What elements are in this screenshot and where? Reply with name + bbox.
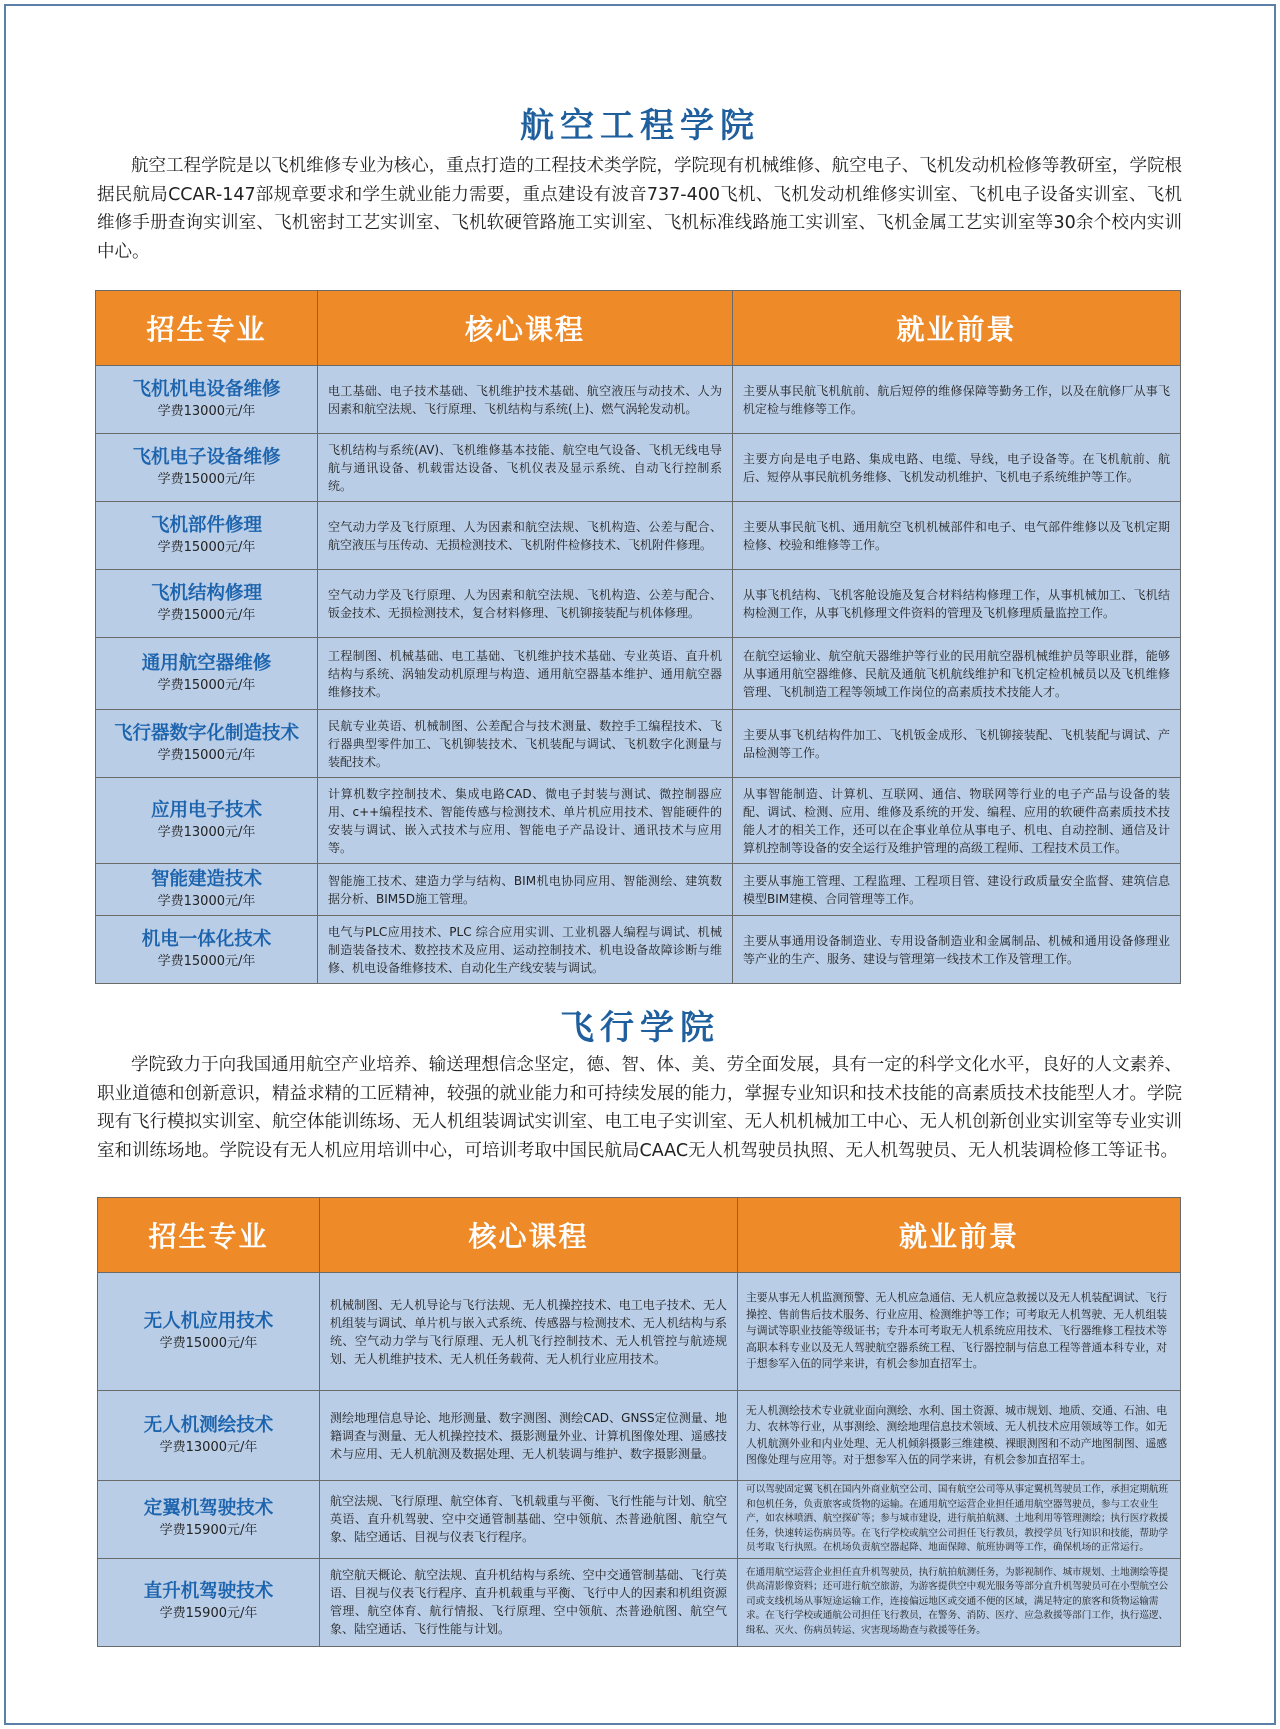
prospects-cell: 在通用航空运营企业担任直升机驾驶员，执行航拍航测任务，为影视制作、城市规划、土地测绘等提供高清影像资料；还可进行航空旅游，为游客提供空中观光服务等部分直升机驾驶员可在小型航空公司或支线机场从事短途运输工作，连接偏远地区或交通不便的区域，满足特定的旅客和货物运输需求。在飞行学校或通航公司担任飞行教员，在警务、消防、医疗、应急救援等部门工作，执行巡逻、缉私、灭火、伤病员转运、灾害现场勘查与救援等任务。 <box>738 1558 1181 1646</box>
prospects-cell: 可以驾驶固定翼飞机在国内外商业航空公司、国有航空公司等从事定翼机驾驶员工作，承担定期航班和包机任务，负责旅客或货物的运输。在通用航空运营企业担任通用航空器驾驶员，参与工农业生产，如农林喷洒、航空探矿等；参与城市建设，进行航拍航测、土地利用等管理测绘；执行医疗救援任务，快速转运伤病员等。在飞行学校或航空公司担任飞行教员，教授学员飞行知识和技能，帮助学员考取飞行执照。在机场负责航空器起降、地面保障、航班协调等工作，确保机场的正常运行。 <box>738 1481 1181 1559</box>
table-row <box>98 1391 1181 1481</box>
table-row <box>96 434 1181 502</box>
major-name: 无人机应用技术 <box>143 1310 274 1332</box>
major-cell <box>96 710 318 778</box>
table-row <box>96 778 1181 864</box>
major-cell <box>96 916 318 984</box>
header-prospects: 就业前景 <box>738 1198 1181 1273</box>
header-courses: 核心课程 <box>318 291 733 366</box>
courses-cell: 电工基础、电子技术基础、飞机维护技术基础、航空液压与动技术、人为因素和航空法规、飞行原理、飞机结构与系统(上)、燃气涡轮发动机。 <box>318 366 733 434</box>
prospects-cell: 主要从事通用设备制造业、专用设备制造业和金属制品、机械和通用设备修理业等产业的生产、服务、建设与管理第一线技术工作及管理工作。 <box>733 916 1181 984</box>
major-cell <box>98 1391 320 1481</box>
major-fee: 学费15900元/年 <box>159 1523 258 1539</box>
major-fee: 学费13000元/年 <box>157 403 256 419</box>
major-cell <box>96 570 318 638</box>
major-fee: 学费15000元/年 <box>157 677 256 693</box>
prospects-cell: 主要从事民航飞机、通用航空飞机机械部件和电子、电气部件维修以及飞机定期检修、校验和维修等工作。 <box>733 502 1181 570</box>
courses-cell: 工程制图、机械基础、电工基础、飞机维护技术基础、专业英语、直升机结构与系统、涡轴发动机原理与构造、通用航空器基本维护、通用航空器维修技术。 <box>318 638 733 710</box>
courses-cell: 测绘地理信息导论、地形测量、数字测图、测绘CAD、GNSS定位测量、地籍调查与测量、无人机操控技术、摄影测量外业、计算机图像处理、遥感技术与应用、无人机航测及数据处理、无人机装调与维护、数字摄影测量。 <box>320 1391 738 1481</box>
courses-cell: 航空法规、飞行原理、航空体育、飞机载重与平衡、飞行性能与计划、航空英语、直升机驾驶、空中交通管制基础、空中领航、杰普逊航图、航空气象、陆空通话、目视与仪表飞行程序。 <box>320 1481 738 1559</box>
major-name: 直升机驾驶技术 <box>143 1581 274 1602</box>
major-fee: 学费13000元/年 <box>157 893 256 909</box>
major-cell <box>96 864 318 916</box>
header-prospects: 就业前景 <box>733 291 1181 366</box>
courses-cell: 智能施工技术、建造力学与结构、BIM机电协同应用、智能测绘、建筑数据分析、BIM5D施工管理。 <box>318 864 733 916</box>
courses-cell: 机械制图、无人机导论与飞行法规、无人机操控技术、电工电子技术、无人机组装与调试、单片机与嵌入式系统、传感器与检测技术、无人机结构与系统、空气动力学与飞行原理、无人机飞行控制技术、无人机管控与航迹规划、无人机维护技术、无人机任务载荷、无人机行业应用技术。 <box>320 1273 738 1391</box>
prospects-cell: 主要方向是电子电路、集成电路、电缆、导线，电子设备等。在飞机航前、航后、短停从事民航机务维修、飞机发动机维护、飞机电子系统维护等工作。 <box>733 434 1181 502</box>
table-row <box>98 1481 1181 1559</box>
courses-cell: 飞机结构与系统(AV)、飞机维修基本技能、航空电气设备、飞机无线电导航与通讯设备、机载雷达设备、飞机仪表及显示系统、自动飞行控制系统。 <box>318 434 733 502</box>
major-cell <box>96 366 318 434</box>
major-fee: 学费15900元/年 <box>159 1606 258 1621</box>
prospects-cell: 主要从事无人机监测预警、无人机应急通信、无人机应急救援以及无人机装配调试、飞行操控、售前售后技术服务、行业应用、检测维护等工作；可考取无人机驾驶、无人机组装与调试等职业技能等级证书；专升本可考取无人机系统应用技术、飞行器维修工程技术等高职本科专业以及无人驾驶航空器系统工程、飞行器控制与信息工程等普通本科专业，对于想参军入伍的同学来讲，有机会参加直招军士。 <box>738 1273 1181 1391</box>
courses-cell: 电气与PLC应用技术、PLC 综合应用实训、工业机器人编程与调试、机械制造装备技术、数控技术及应用、运动控制技术、机电设备故障诊断与维修、机电设备维修技术、自动化生产线安装与调试。 <box>318 916 733 984</box>
major-cell <box>96 502 318 570</box>
table-row <box>96 638 1181 710</box>
major-name: 应用电子技术 <box>150 799 262 821</box>
major-name: 飞机部件修理 <box>150 514 262 536</box>
courses-cell: 民航专业英语、机械制图、公差配合与技术测量、数控手工编程技术、飞行器典型零件加工、飞机铆装技术、飞机装配与调试、飞机数字化测量与装配技术。 <box>318 710 733 778</box>
header-courses: 核心课程 <box>320 1198 738 1273</box>
major-fee: 学费13000元/年 <box>157 824 256 840</box>
section-intro-aero-engineering: 航空工程学院是以飞机维修专业为核心，重点打造的工程技术类学院，学院现有机械维修、航空电子、飞机发动机检修等教研室，学院根据民航局CCAR-147部规章要求和学生就业能力需要，重点建设有波音737-400飞机、飞机发动机维修实训室、飞机电子设备实训室、飞机维修手册查询实训室、飞机密封工艺实训室、飞机软硬管路施工实训室、飞机标准线路施工实训室、飞机金属工艺实训室等30余个校内实训中心。 <box>97 156 1182 262</box>
prospects-cell: 无人机测绘技术专业就业面向测绘、水利、国土资源、城市规划、地质、交通、石油、电力、农林等行业，从事测绘、测绘地理信息技术领域、无人机技术应用领域等工作。如无人机航测外业和内业处理、无人机倾斜摄影三维建模、裸眼测图和不动产地图制图、遥感图像处理与应用等。对于想参军入伍的同学来讲，有机会参加直招军士。 <box>738 1391 1181 1481</box>
major-fee: 学费15000元/年 <box>157 953 256 969</box>
major-name: 定翼机驾驶技术 <box>143 1498 274 1520</box>
major-name: 无人机测绘技术 <box>143 1414 274 1436</box>
major-name: 机电一体化技术 <box>141 928 272 950</box>
major-name: 飞行器数字化制造技术 <box>113 722 299 744</box>
table-row <box>96 570 1181 638</box>
programs-table-flight-college <box>97 1197 1181 1647</box>
major-fee: 学费15000元/年 <box>159 1335 258 1351</box>
table-row <box>96 710 1181 778</box>
major-fee: 学费15000元/年 <box>157 471 256 487</box>
prospects-cell: 主要从事施工管理、工程监理、工程项目管、建设行政质量安全监督、建筑信息模型BIM建模、合同管理等工作。 <box>733 864 1181 916</box>
major-fee: 学费15000元/年 <box>157 607 256 623</box>
table-row <box>98 1273 1181 1391</box>
major-cell <box>98 1558 320 1646</box>
programs-table-aero-engineering <box>95 290 1181 984</box>
major-fee: 学费15000元/年 <box>157 747 256 763</box>
section-intro-flight-college: 学院致力于向我国通用航空产业培养、输送理想信念坚定，德、智、体、美、劳全面发展，具有一定的科学文化水平，良好的人文素养、职业道德和创新意识，精益求精的工匠精神，较强的就业能力和可持续发展的能力，掌握专业知识和技术技能的高素质技术技能型人才。学院现有飞行模拟实训室、航空体能训练场、无人机组装调试实训室、电工电子实训室、无人机机械加工中心、无人机创新创业实训室等专业实训室和训练场地。学院设有无人机应用培训中心，可培训考取中国民航局CAAC无人机驾驶员执照、无人机驾驶员、无人机装调检修工等证书。 <box>97 1055 1182 1161</box>
courses-cell: 空气动力学及飞行原理、人为因素和航空法规、飞机构造、公差与配合、航空液压与压传动、无损检测技术、飞机附件检修技术、飞机附件修理。 <box>318 502 733 570</box>
major-cell <box>96 638 318 710</box>
section-title-aero-engineering: 航空工程学院 <box>520 106 760 146</box>
courses-cell: 航空航天概论、航空法规、直升机结构与系统、空中交通管制基础、飞行英语、目视与仪表飞行程序、直升机载重与平衡、飞行中人的因素和机组资源管理、航空体育、航行情报、飞行原理、空中领航、杰普逊航图、航空气象、陆空通话、飞行性能与计划。 <box>320 1558 738 1646</box>
major-cell <box>98 1481 320 1559</box>
table-header-row <box>98 1198 1181 1273</box>
header-major: 招生专业 <box>96 291 318 366</box>
major-name: 飞机机电设备维修 <box>132 378 281 400</box>
prospects-cell: 主要从事飞机结构件加工、飞机钣金成形、飞机铆接装配、飞机装配与调试、产品检测等工作。 <box>733 710 1181 778</box>
table-row <box>96 502 1181 570</box>
major-cell <box>98 1273 320 1391</box>
major-name: 智能建造技术 <box>150 868 262 890</box>
table-row <box>98 1558 1181 1646</box>
major-cell <box>96 434 318 502</box>
header-major: 招生专业 <box>98 1198 320 1273</box>
courses-cell: 空气动力学及飞行原理、人为因素和航空法规、飞机构造、公差与配合、钣金技术、无损检测技术，复合材料修理、飞机铆接装配与机体修理。 <box>318 570 733 638</box>
major-fee: 学费13000元/年 <box>159 1439 258 1455</box>
table-row <box>96 864 1181 916</box>
section-title-flight-college: 飞行学院 <box>560 1008 720 1048</box>
prospects-cell: 从事智能制造、计算机、互联网、通信、物联网等行业的电子产品与设备的装配、调试、检测、应用、维修及系统的开发、编程、应用的软硬件高素质技术技能人才的相关工作，还可以在企事业单位从事电子、机电、自动控制、通信及计算机控制等设备的安全运行及维护管理的高级工程师、工程技术员工作。 <box>733 778 1181 864</box>
prospects-cell: 在航空运输业、航空航天器维护等行业的民用航空器机械维护员等职业群，能够从事通用航空器维修、民航及通航飞机航线维护和飞机定检机械员以及飞机维修管理、飞机制造工程等领域工作岗位的高素质技术技能人才。 <box>733 638 1181 710</box>
courses-cell: 计算机数字控制技术、集成电路CAD、微电子封装与测试、微控制器应用、c++编程技术、智能传感与检测技术、单片机应用技术、智能硬件的安装与调试、嵌入式技术与应用、智能电子产品设计、通讯技术与应用等。 <box>318 778 733 864</box>
major-fee: 学费15000元/年 <box>157 539 256 555</box>
table-row <box>96 366 1181 434</box>
major-cell <box>96 778 318 864</box>
major-name: 飞机结构修理 <box>150 582 262 604</box>
prospects-cell: 主要从事民航飞机航前、航后短停的维修保障等勤务工作，以及在航修厂从事飞机定检与维修等工作。 <box>733 366 1181 434</box>
major-name: 通用航空器维修 <box>141 652 272 674</box>
table-row <box>96 916 1181 984</box>
major-name: 飞机电子设备维修 <box>132 446 281 468</box>
prospects-cell: 从事飞机结构、飞机客舱设施及复合材料结构修理工作，从事机械加工、飞机结构检测工作，从事飞机修理文件资料的管理及飞机修理质量监控工作。 <box>733 570 1181 638</box>
table-header-row <box>96 291 1181 366</box>
